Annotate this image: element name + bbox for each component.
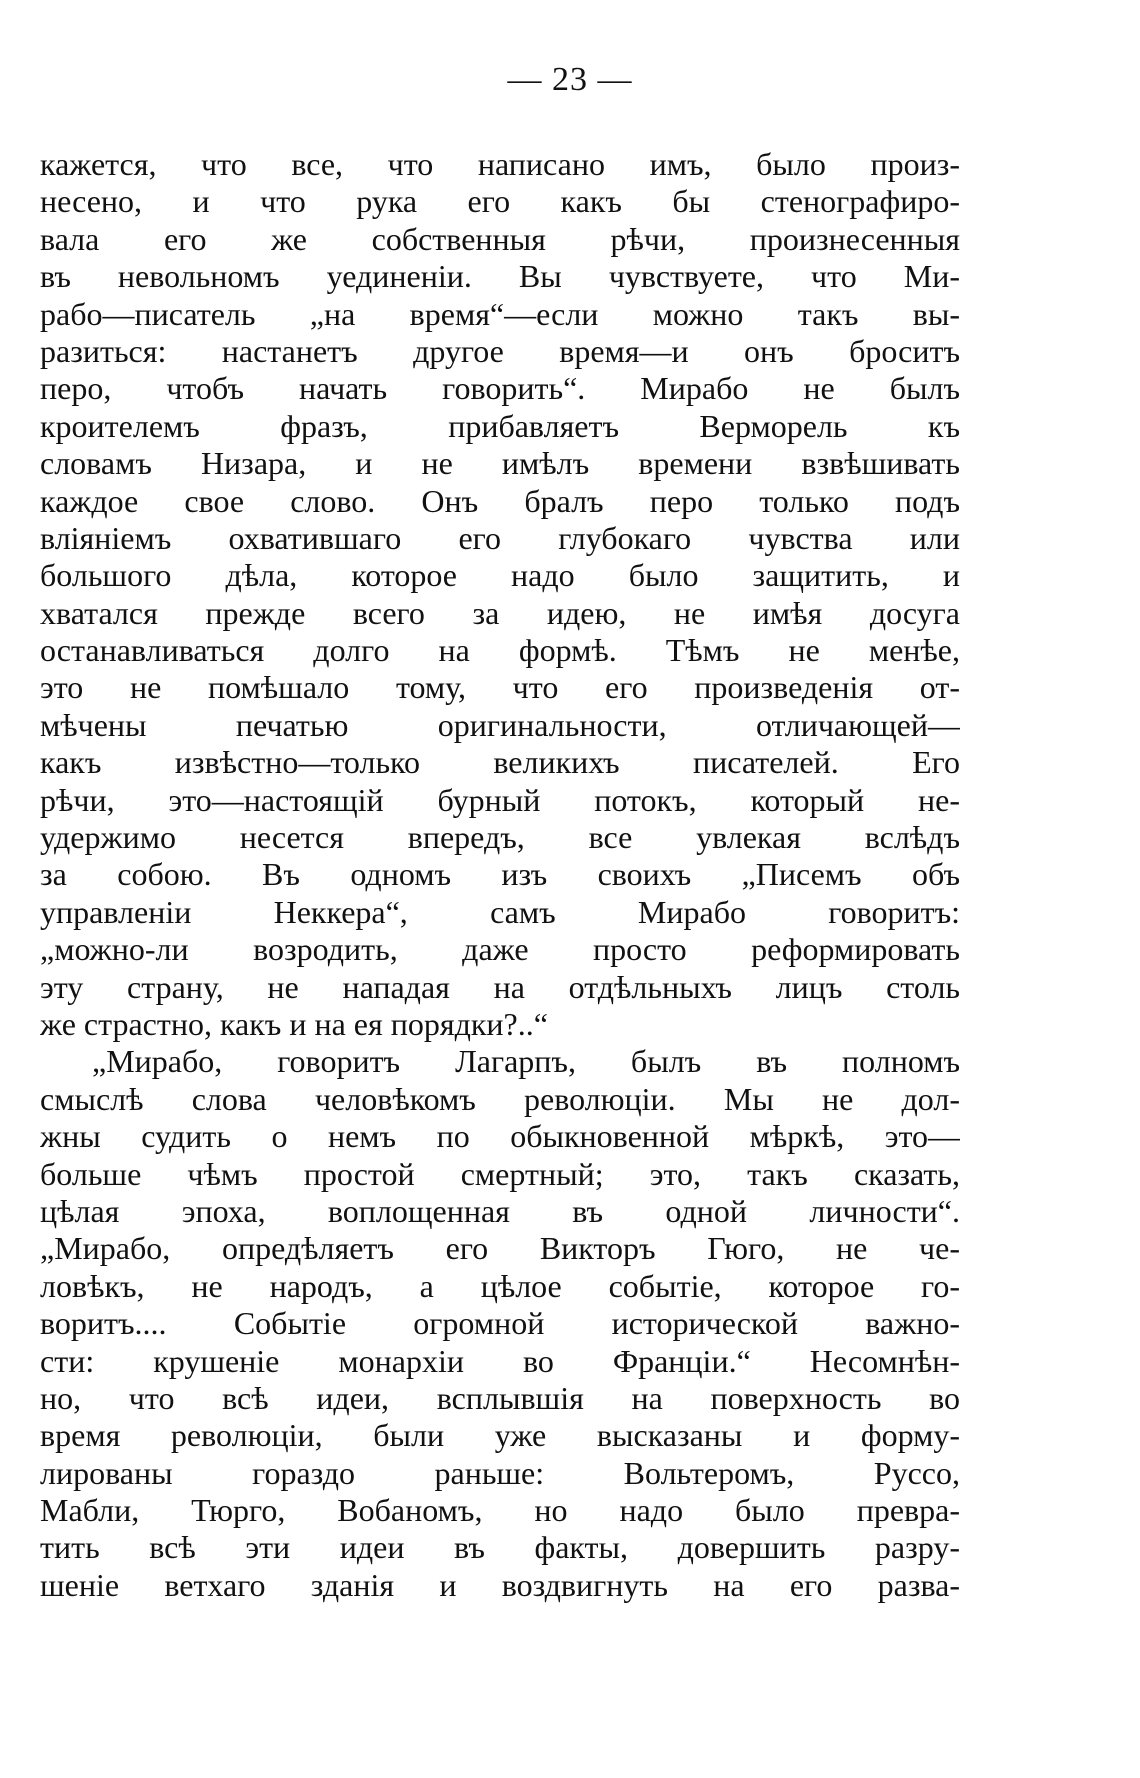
text-line: это не помѣшало тому, что его произведенія от- [40,669,960,706]
text-line: рѣчи, это—настоящій бурный потокъ, который не- [40,781,960,818]
text-line: каждое свое слово. Онъ бралъ перо только подъ [40,482,960,519]
text-line: мѣчены печатью оригинальности, отличающей— [40,706,960,743]
text-line: Мабли, Тюрго, Вобаномъ, но надо было превра- [40,1492,960,1529]
text-line: вліяніемъ охватившаго его глубокаго чувства или [40,519,960,556]
text-line: словамъ Низара, и не имѣлъ времени взвѣшивать [40,445,960,482]
text-line: останавливаться долго на формѣ. Тѣмъ не менѣе, [40,632,960,669]
text-line: вала его же собственныя рѣчи, произнесенныя [40,220,960,257]
text-line: сти: крушеніе монархіи во Франціи.“ Несомнѣн- [40,1342,960,1379]
text-line: управленіи Неккера“, самъ Мирабо говоритъ: [40,893,960,930]
text-line: жны судить о немъ по обыкновенной мѣркѣ, это— [40,1118,960,1155]
text-line: смыслѣ слова человѣкомъ революціи. Мы не дол- [40,1080,960,1117]
text-line: удержимо несется впередъ, все увлекая вслѣдъ [40,819,960,856]
text-line: цѣлая эпоха, воплощенная въ одной личности“. [40,1192,960,1229]
page-number: — 23 — [507,61,633,98]
text-line: въ невольномъ уединеніи. Вы чувствуете, что Ми- [40,258,960,295]
text-line: кажется, что все, что написано имъ, было произ- [40,146,960,182]
body-text [40,146,960,1604]
text-line: тить всѣ эти идеи въ факты, довершить разру- [40,1529,960,1566]
paragraph-last-line: же страстно, какъ и на ея порядки?..“ [40,1005,548,1042]
text-line: больше чѣмъ простой смертный; это, такъ сказать, [40,1155,960,1192]
text-line: несено, и что рука его какъ бы стенографиро- [40,183,960,220]
text-line: время революціи, были уже высказаны и форму- [40,1417,960,1454]
text-line: „Мирабо, опредѣляетъ его Викторъ Гюго, не че- [40,1230,960,1267]
text-line: кроителемъ фразъ, прибавляетъ Верморель къ [40,407,960,444]
text-line: за собою. Въ одномъ изъ своихъ „Писемъ объ [40,856,960,893]
text-line: лированы гораздо раньше: Вольтеромъ, Руссо, [40,1454,960,1491]
text-line: шеніе ветхаго зданія и воздвигнуть на его разва- [40,1566,960,1603]
text-line: большого дѣла, которое надо было защитить, и [40,557,960,594]
text-line: ловѣкъ, не народъ, а цѣлое событіе, которое го- [40,1267,960,1304]
text-line: но, что всѣ идеи, всплывшія на поверхность во [40,1379,960,1416]
text-line: разиться: настанетъ другое время—и онъ броситъ [40,332,960,369]
text-line: „можно-ли возродить, даже просто реформировать [40,931,960,968]
text-line: какъ извѣстно—только великихъ писателей. Его [40,744,960,781]
paragraph-first-line: „Мирабо, говоритъ Лагарпъ, былъ въ полномъ [92,1043,960,1080]
text-line: эту страну, не нападая на отдѣльныхъ лицъ столь [40,968,960,1005]
text-line: перо, чтобъ начать говорить“. Мирабо не былъ [40,370,960,407]
text-line: рабо—писатель „на время“—если можно такъ вы- [40,295,960,332]
text-line: воритъ.... Событіе огромной исторической важно- [40,1305,960,1342]
text-line: хватался прежде всего за идею, не имѣя досуга [40,594,960,631]
